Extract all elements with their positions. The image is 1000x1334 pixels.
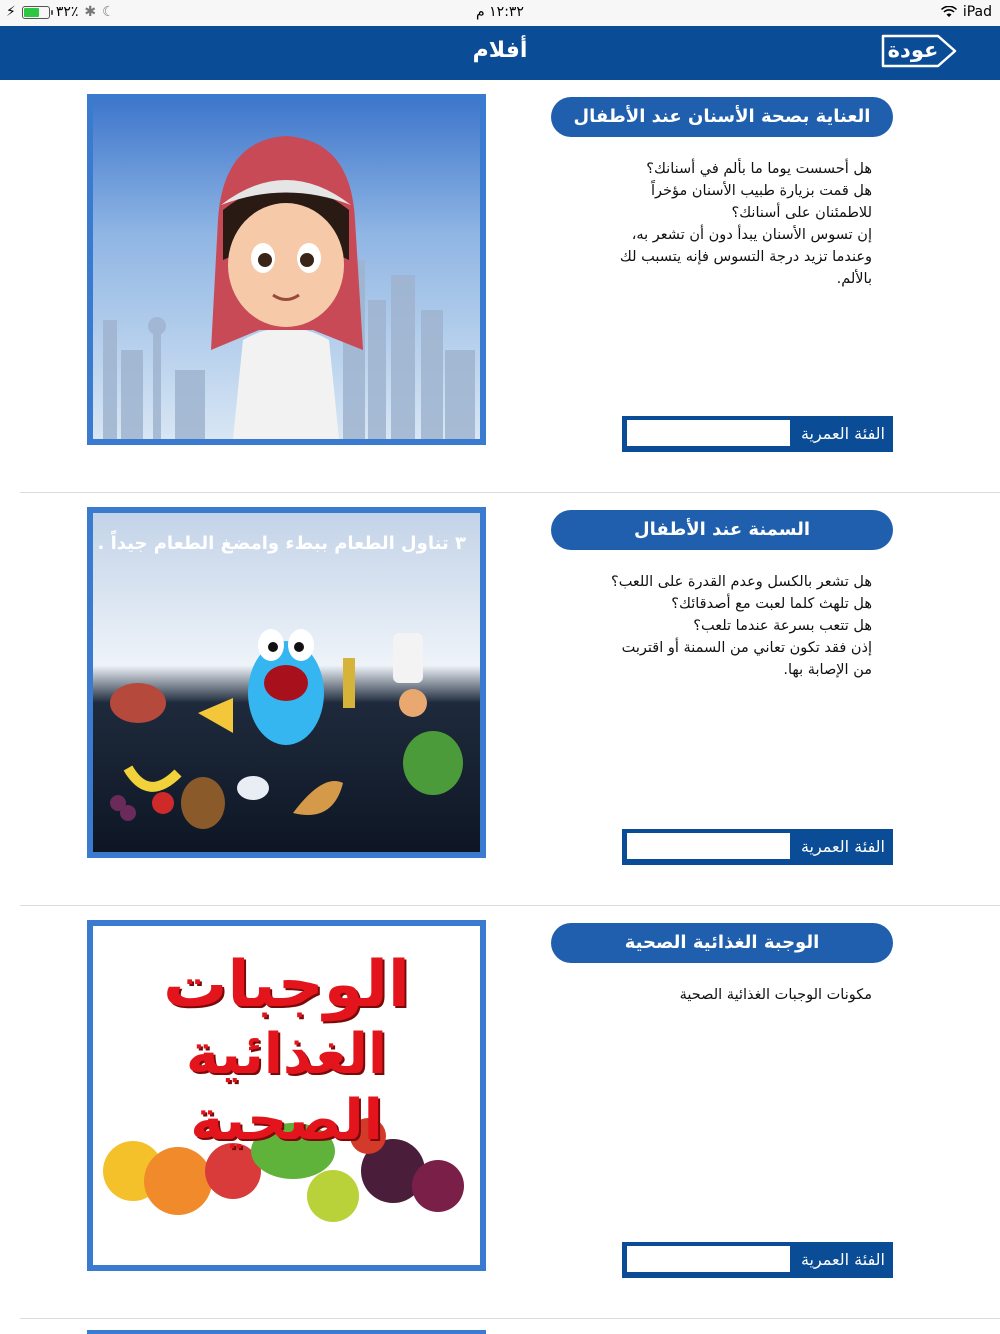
description-line: هل تشعر بالكسل وعدم القدرة على اللعب؟ xyxy=(611,574,872,590)
description-line: هل تلهث كلما لعبت مع أصدقائك؟ xyxy=(671,596,872,612)
description-line: مكونات الوجبات الغذائية الصحية xyxy=(679,987,872,1003)
film-title[interactable]: السمنة عند الأطفال xyxy=(551,510,893,550)
film-item-healthy-meal[interactable] xyxy=(0,906,1000,1319)
device-name: iPad xyxy=(962,4,992,20)
description-line: وعندما تزيد درجة التسوس فإنه يتسبب لك xyxy=(619,249,872,265)
image-title-text xyxy=(93,948,480,1154)
divider xyxy=(20,1318,1000,1319)
film-thumbnail[interactable] xyxy=(87,94,486,445)
age-group-field xyxy=(622,416,893,452)
age-group-label: الفئة العمرية xyxy=(800,837,885,856)
description-line: للاطمئنان على أسنانك؟ xyxy=(731,205,872,221)
food-illustration xyxy=(93,513,480,852)
image-caption: ٣ تناول الطعام ببطء وامضغ الطعام جيداً . xyxy=(97,533,466,554)
age-group-field xyxy=(622,1242,893,1278)
back-button[interactable] xyxy=(880,33,960,69)
description-line: من الإصابة بها. xyxy=(783,662,872,678)
description-line: هل أحسست يوما ما بألم في أسنانك؟ xyxy=(646,161,872,177)
page-title: أفلام xyxy=(472,38,528,63)
film-item-obesity[interactable] xyxy=(0,493,1000,906)
back-label: عودة xyxy=(887,38,939,62)
battery-percent: ٣٢٪ xyxy=(55,4,79,20)
age-group-label: الفئة العمرية xyxy=(800,424,885,443)
cartoon-boy-illustration xyxy=(93,100,480,439)
description-line: إن تسوس الأسنان يبدأ دون أن تشعر به، xyxy=(631,227,872,243)
film-description xyxy=(600,158,872,290)
age-group-value xyxy=(627,833,790,859)
next-item-thumbnail-edge xyxy=(87,1330,486,1334)
film-title[interactable]: الوجبة الغذائية الصحية xyxy=(551,923,893,963)
moon-icon: ☾ xyxy=(102,4,115,20)
charging-icon: ⚡ xyxy=(6,4,16,20)
image-title-line: الوجبات xyxy=(163,948,410,1022)
nav-header xyxy=(0,26,1000,80)
bluetooth-icon: ✱ xyxy=(84,4,97,20)
age-group-value xyxy=(627,1246,790,1272)
description-line: هل قمت بزيارة طبيب الأسنان مؤخراً xyxy=(651,183,872,199)
image-title-line: الصحية xyxy=(190,1088,383,1153)
wifi-icon xyxy=(941,6,957,18)
description-line: إذن فقد تكون تعاني من السمنة أو اقتربت xyxy=(621,640,872,656)
description-line: هل تتعب بسرعة عندما تلعب؟ xyxy=(693,618,872,634)
status-right xyxy=(941,4,992,20)
age-group-value xyxy=(627,420,790,446)
age-group-field xyxy=(622,829,893,865)
status-time: ١٢:٣٢ م xyxy=(476,4,524,20)
description-line: بالألم. xyxy=(836,271,872,287)
image-title-line: الغذائية xyxy=(185,1022,388,1087)
film-description xyxy=(600,984,872,1006)
age-group-label: الفئة العمرية xyxy=(800,1250,885,1269)
film-thumbnail[interactable] xyxy=(87,920,486,1271)
film-title[interactable]: العناية بصحة الأسنان عند الأطفال xyxy=(551,97,893,137)
film-thumbnail[interactable] xyxy=(87,507,486,858)
film-description xyxy=(600,571,872,681)
status-bar xyxy=(0,0,1000,26)
film-item-dental[interactable] xyxy=(0,80,1000,493)
